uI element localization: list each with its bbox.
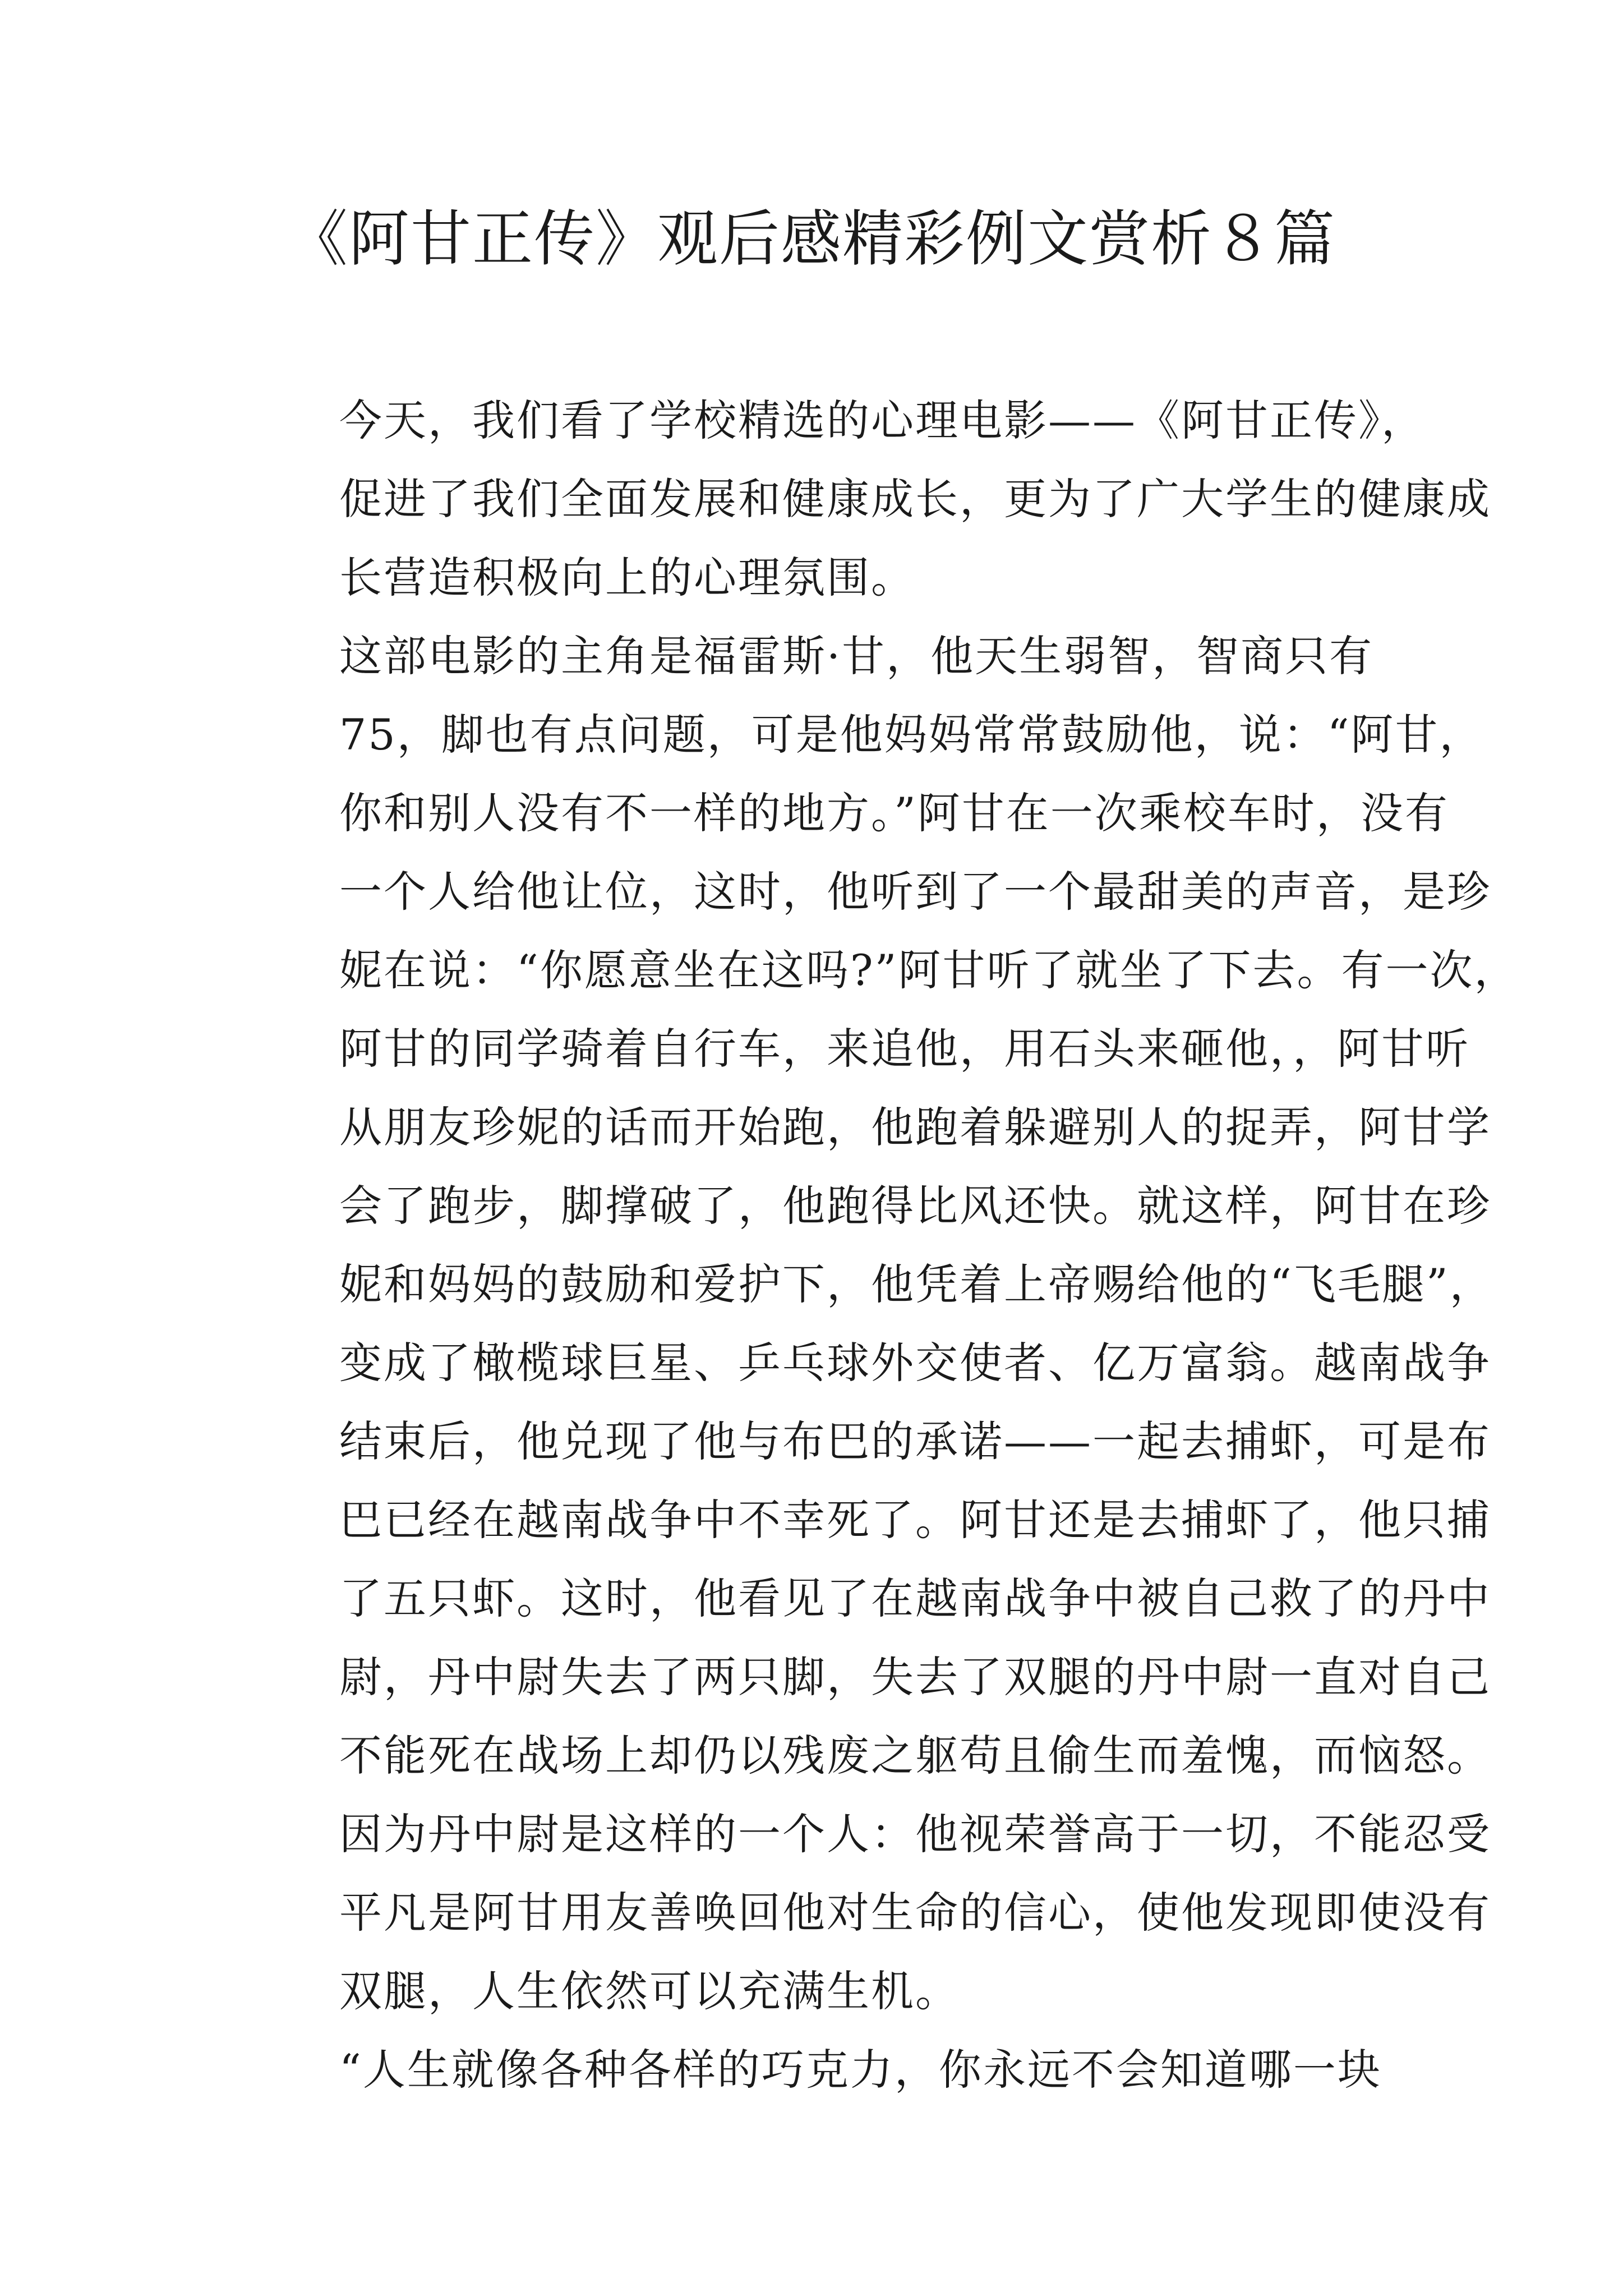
text-line: 妮在说：“你愿意坐在这吗?”阿甘听了就坐了下去。有一次，	[339, 945, 1519, 995]
text-line: 75，脚也有点问题，可是他妈妈常常鼓励他，说：“阿甘，	[339, 710, 1484, 760]
paragraph-quote	[248, 2031, 1382, 2109]
text-line: 阿甘的同学骑着自行车，来追他，用石头来砸他，，阿甘听	[339, 1024, 1470, 1074]
document-title: 《阿甘正传》观后感精彩例文赏析８篇	[287, 204, 1336, 274]
text-line: 这部电影的主角是福雷斯·甘，他天生弱智，智商只有	[339, 631, 1374, 681]
text-line: 你和别人没有不一样的地方。”阿甘在一次乘校车时，没有	[339, 788, 1449, 838]
text-line: 双腿，人生依然可以充满生机。	[339, 1966, 960, 2016]
text-line: 变成了橄榄球巨星、乒乓球外交使者、亿万富翁。越南战争	[339, 1338, 1491, 1388]
text-line: 巴已经在越南战争中不幸死了。阿甘还是去捕虾了，他只捕	[339, 1495, 1491, 1545]
document-body	[248, 381, 1519, 2109]
text-line: 尉，丹中尉失去了两只脚，失去了双腿的丹中尉一直对自己	[339, 1652, 1491, 1702]
text-line: 促进了我们全面发展和健康成长，更为了广大学生的健康成	[339, 474, 1491, 524]
paragraph-plot	[248, 617, 1519, 2031]
text-line: 今天，我们看了学校精选的心理电影——《阿甘正传》，	[339, 395, 1426, 445]
paragraph-intro	[248, 381, 1491, 617]
text-line: 结束后，他兑现了他与布巴的承诺——一起去捕虾，可是布	[339, 1416, 1491, 1466]
text-line: 因为丹中尉是这样的一个人：他视荣誉高于一切，不能忍受	[339, 1809, 1491, 1859]
text-line: 会了跑步，脚撑破了，他跑得比风还快。就这样，阿甘在珍	[339, 1181, 1491, 1231]
text-line: 妮和妈妈的鼓励和爱护下，他凭着上帝赐给他的“飞毛腿”，	[339, 1259, 1494, 1309]
text-line: “人生就像各种各样的巧克力，你永远不会知道哪一块	[339, 2045, 1382, 2095]
text-line: 从朋友珍妮的话而开始跑，他跑着躲避别人的捉弄，阿甘学	[339, 1102, 1491, 1152]
text-line: 长营造积极向上的心理氛围。	[339, 553, 915, 602]
text-line: 平凡是阿甘用友善唤回他对生命的信心，使他发现即使没有	[339, 1888, 1491, 1938]
text-line: 不能死在战场上却仍以残废之躯苟且偷生而羞愧，而恼怒。	[339, 1731, 1491, 1780]
text-line: 了五只虾。这时，他看见了在越南战争中被自己救了的丹中	[339, 1573, 1491, 1623]
text-line: 一个人给他让位，这时，他听到了一个最甜美的声音，是珍	[339, 867, 1491, 917]
